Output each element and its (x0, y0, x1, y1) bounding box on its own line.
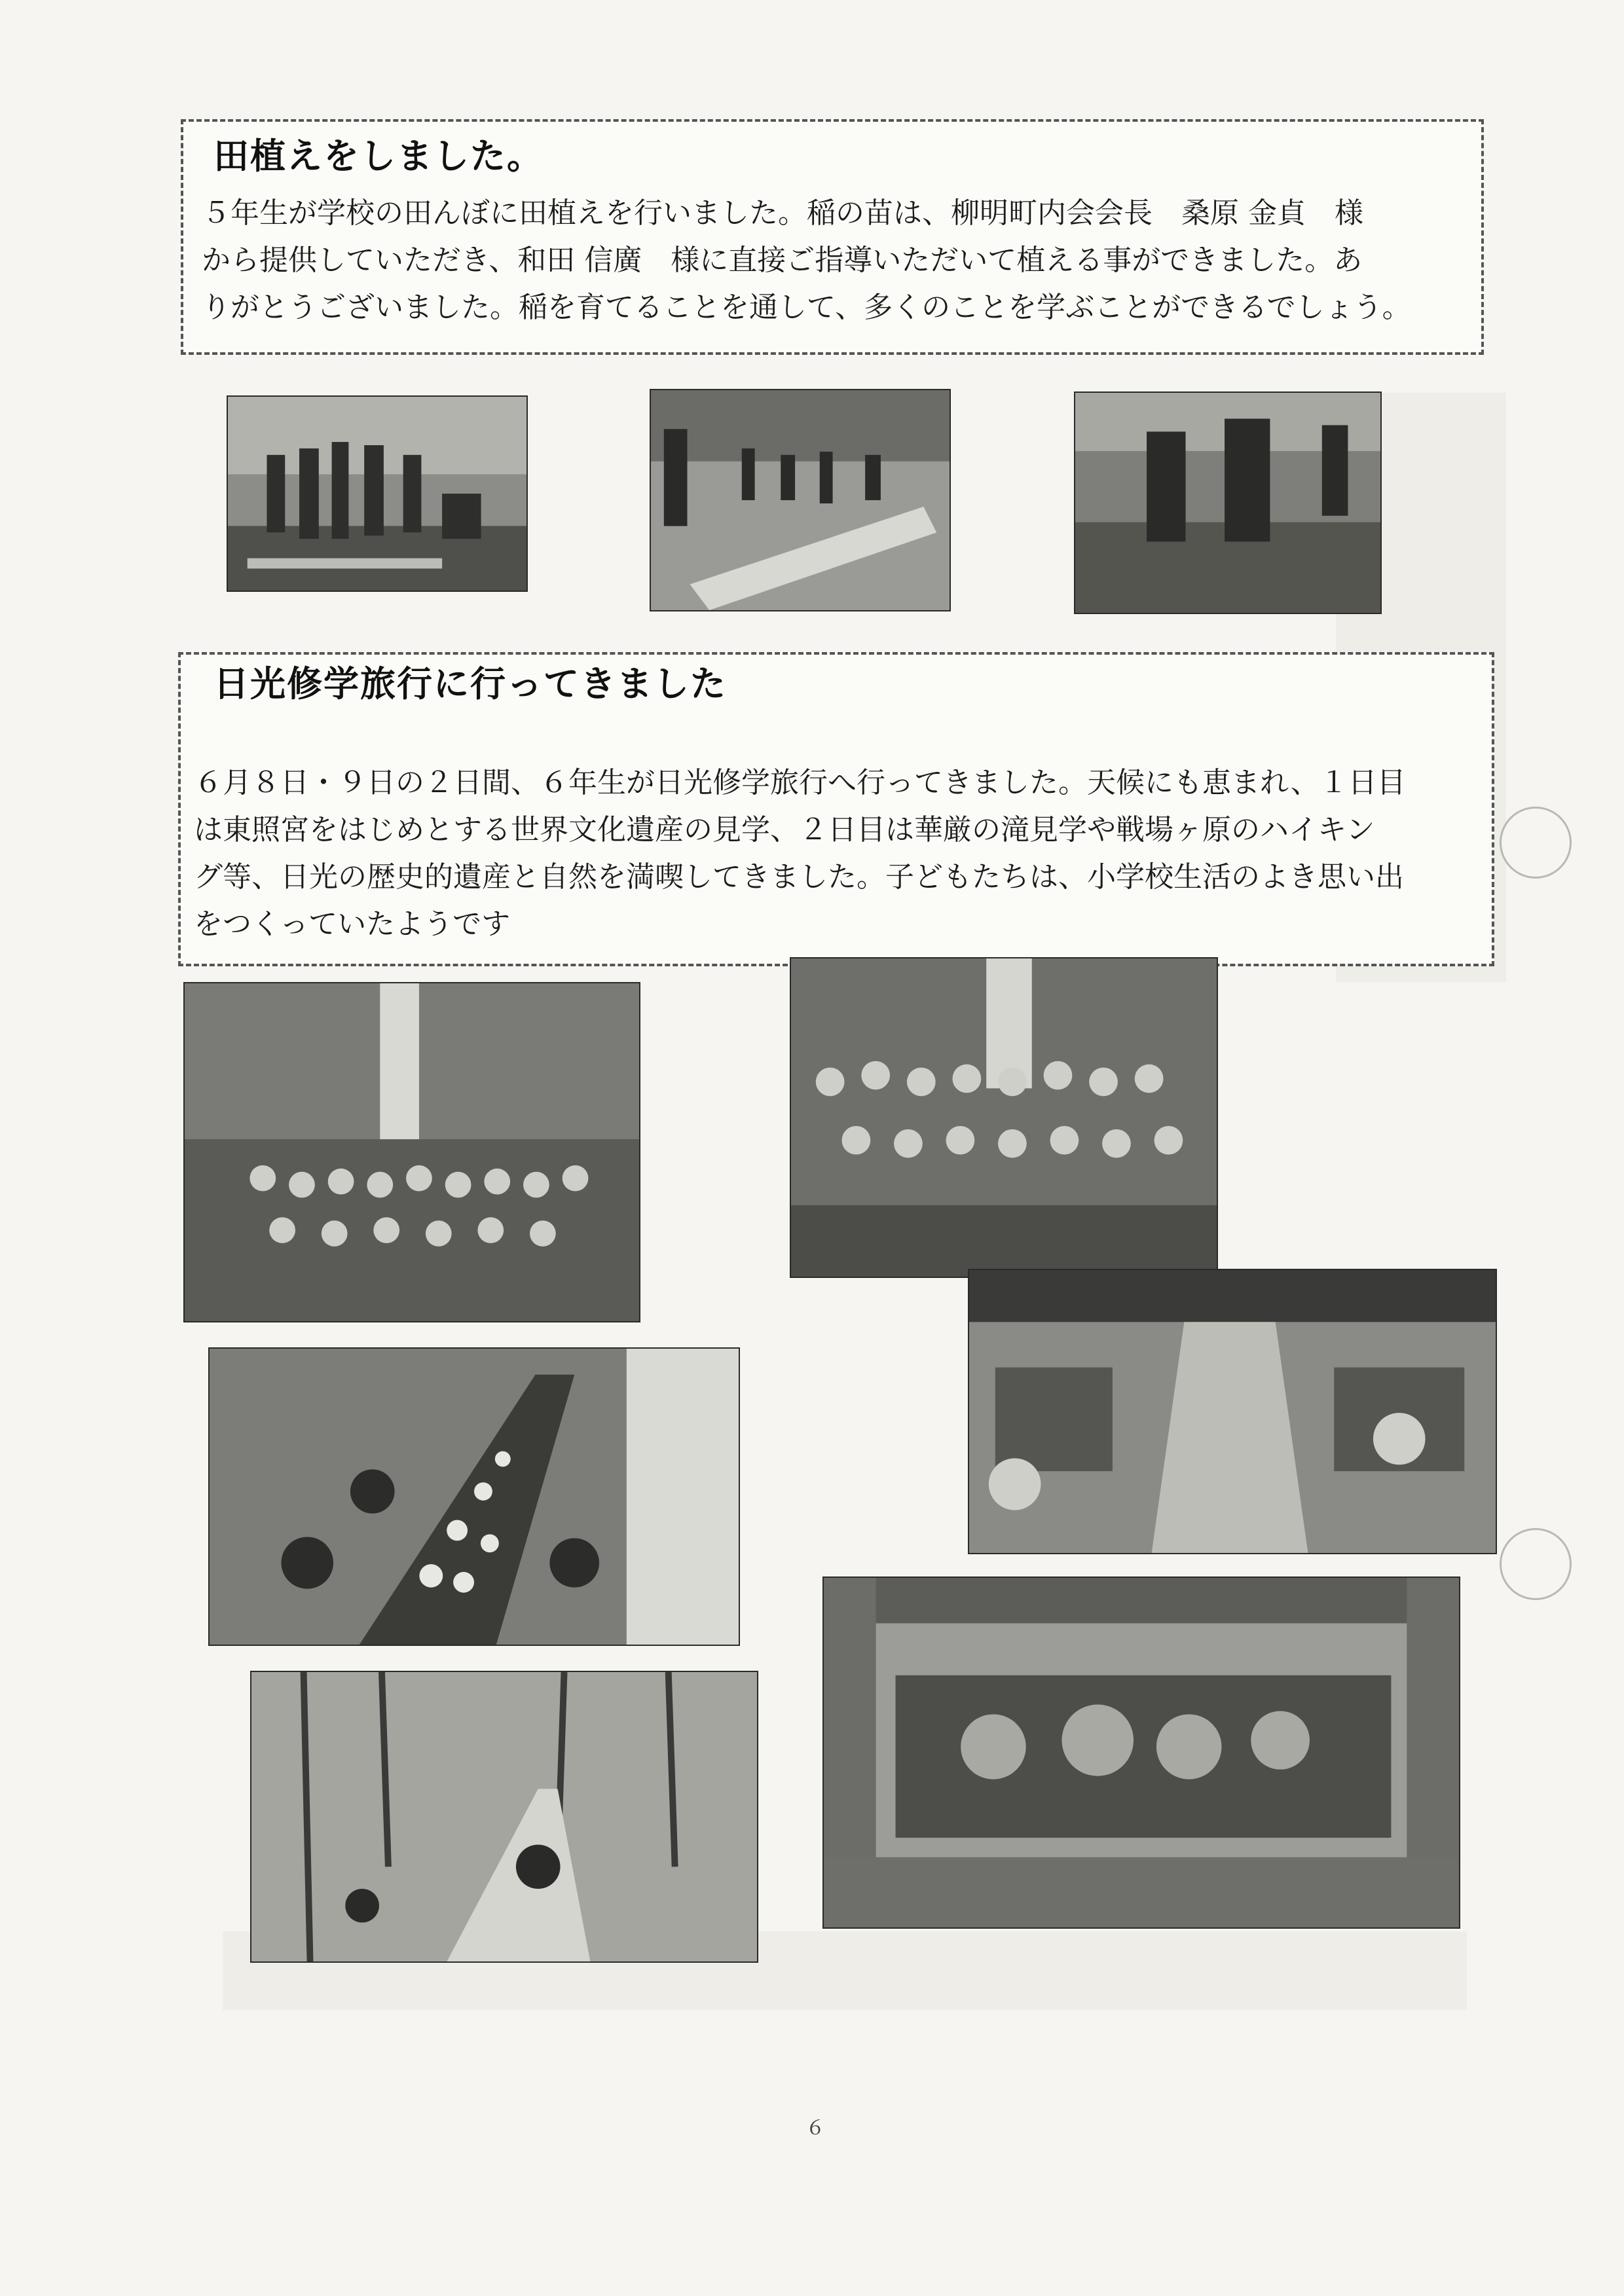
punch-hole-top (1500, 807, 1572, 879)
punch-hole-bottom (1500, 1528, 1572, 1600)
nikko-trip-line-1: ６月８日・９日の２日間、６年生が日光修学旅行へ行ってきました。天候にも恵まれ、１日目 (194, 766, 1406, 799)
rice-planting-photo-3 (1074, 392, 1382, 614)
rice-planting-line-2: から提供していただき、和田 信廣 様に直接ご指導いただいて植える事ができました。あ (202, 244, 1363, 277)
nikko-trip-title: 日光修学旅行に行ってきました (213, 663, 727, 704)
train-interior-photo (968, 1269, 1497, 1554)
dining-hall-photo (208, 1347, 740, 1646)
shrine-carving-photo (822, 1576, 1460, 1929)
page-number: ６ (805, 2117, 825, 2140)
rice-planting-photo-1 (227, 395, 528, 592)
nikko-trip-line-2: は東照宮をはじめとする世界文化遺産の見学、２日目は華厳の滝見学や戦場ヶ原のハイキン (194, 813, 1375, 847)
rice-planting-line-3: りがとうございました。稲を育てることを通して、多くのことを学ぶことができるでしょう。 (202, 291, 1411, 324)
hiking-trail-photo (250, 1671, 758, 1963)
rice-planting-text (202, 190, 1472, 331)
nikko-trip-line-4: をつくっていたようです (194, 907, 511, 941)
nikko-trip-text (194, 759, 1477, 948)
nikko-trip-line-3: グ等、日光の歴史的遺産と自然を満喫してきました。子どもたちは、小学校生活のよき思い出 (194, 860, 1404, 894)
group-photo-waterfall-1 (183, 982, 640, 1322)
rice-planting-line-1: ５年生が学校の田んぼに田植えを行いました。稲の苗は、柳明町内会会長 桑原 金貞 様 (202, 196, 1363, 230)
rice-planting-title: 田植えをしました。 (213, 136, 544, 177)
rice-planting-photo-2 (650, 389, 951, 611)
group-photo-waterfall-2 (790, 957, 1218, 1278)
